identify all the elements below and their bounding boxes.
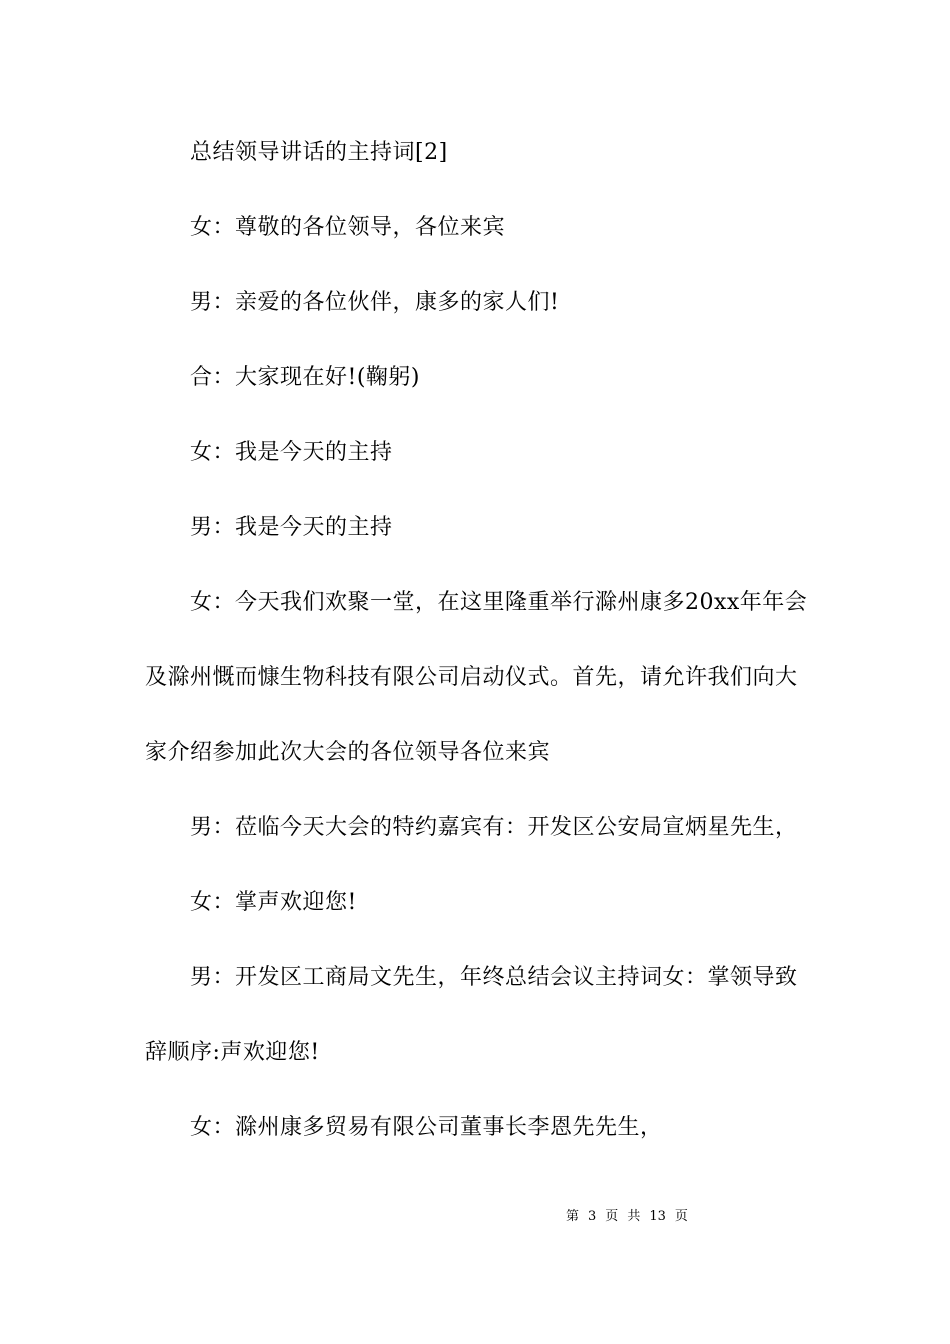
paragraph-line: 男：我是今天的主持 <box>190 515 393 540</box>
document-title: 总结领导讲话的主持词[2] <box>190 140 448 165</box>
paragraph-line: 男：开发区工商局文先生，年终总结会议主持词女：掌领导致 <box>190 965 798 990</box>
footer-ye-end: 页 <box>674 1209 688 1224</box>
paragraph-line: 辞顺序:声欢迎您! <box>145 1040 320 1065</box>
paragraph-line: 女：今天我们欢聚一堂，在这里隆重举行滁州康多20xx年年会 <box>190 590 808 615</box>
paragraph-line: 男：莅临今天大会的特约嘉宾有：开发区公安局宣炳星先生， <box>190 815 798 840</box>
footer-ye: 页 <box>605 1209 619 1224</box>
paragraph-line: 男：亲爱的各位伙伴，康多的家人们! <box>190 290 560 315</box>
paragraph-line: 合：大家现在好!(鞠躬) <box>190 365 421 390</box>
paragraph-line: 及滁州慨而慷生物科技有限公司启动仪式。首先，请允许我们向大 <box>145 665 798 690</box>
paragraph-line: 女：尊敬的各位领导，各位来宾 <box>190 215 506 240</box>
paragraph-line: 女：滁州康多贸易有限公司董事长李恩先先生， <box>190 1115 663 1140</box>
footer-total-pages: 13 <box>649 1209 666 1224</box>
footer-current-page: 3 <box>588 1209 597 1224</box>
footer-di: 第 <box>566 1209 580 1224</box>
paragraph-line: 女：掌声欢迎您! <box>190 890 357 915</box>
paragraph-line: 家介绍参加此次大会的各位领导各位来宾 <box>145 740 551 765</box>
page-footer <box>566 1208 688 1226</box>
paragraph-line: 女：我是今天的主持 <box>190 440 393 465</box>
footer-gong: 共 <box>627 1209 641 1224</box>
